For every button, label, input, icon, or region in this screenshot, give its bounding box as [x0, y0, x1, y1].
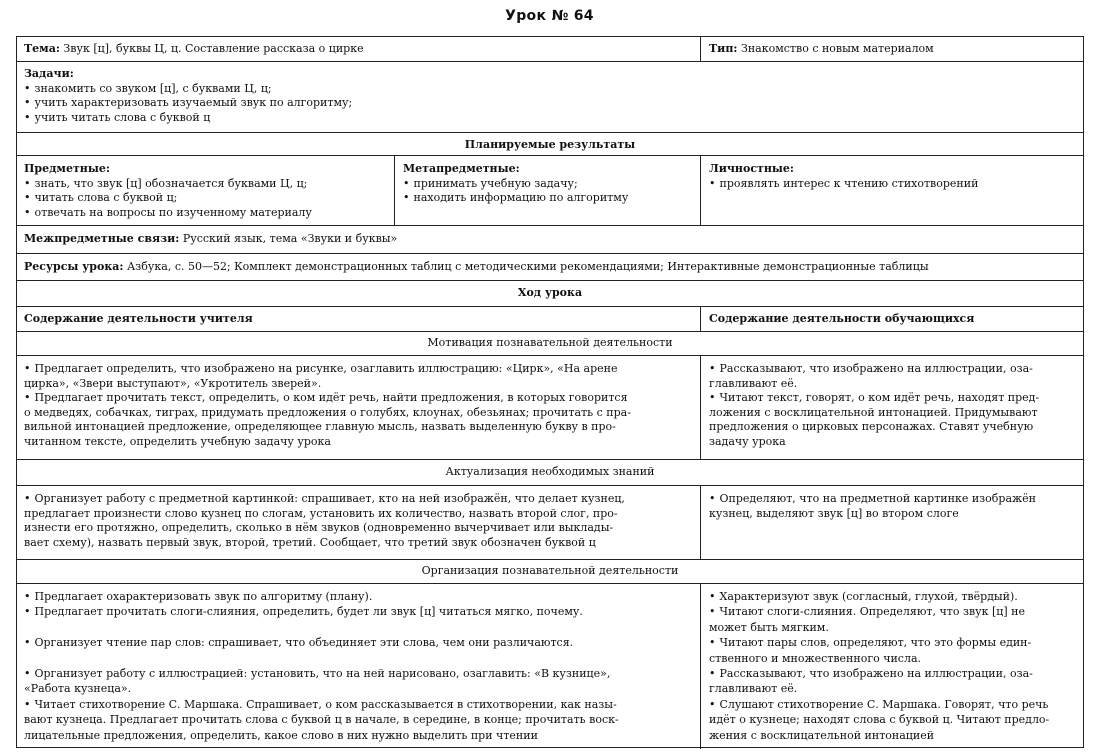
mezh-cell	[24, 232, 397, 247]
col-teacher-header: Содержание деятельности учителя	[24, 312, 253, 325]
divider	[394, 155, 395, 225]
metapredmet-cell	[403, 162, 628, 206]
teacher-activities-motivation	[24, 362, 631, 450]
list-item: изнести его протяжно, определить, сколько в нём звуков (одновременно вычерчивает или выклады-	[24, 521, 614, 535]
resursy-text: Азбука, с. 50—52; Комплект демонстрационных таблиц с методическими рекомендациями; Интерактивные демонстрационные таблицы	[123, 260, 929, 273]
list-item: • находить информацию по алгоритму	[403, 191, 628, 206]
divider	[17, 306, 1083, 307]
divider	[700, 37, 701, 61]
list-item: • Рассказывают, что изображено на иллюстрации, оза-	[709, 362, 1039, 377]
mezh-text: Русский язык, тема «Звуки и буквы»	[179, 232, 398, 245]
list-item: предлагает произнести слово кузнец по слогам, установить их количество, назвать второй слог, про-	[24, 506, 618, 520]
divider	[17, 459, 1083, 460]
list-item: задачу урока	[709, 434, 786, 448]
divider	[17, 355, 1083, 356]
hod-heading: Ход урока	[517, 286, 583, 299]
tema-text: Звук [ц], буквы Ц, ц. Составление рассказа о цирке	[59, 42, 364, 55]
list-item: • Характеризуют звук (согласный, глухой, твёрдый).	[709, 589, 1049, 604]
divider	[17, 280, 1083, 281]
list-item: вают кузнеца. Предлагает прочитать слова с буквой ц в начале, в середине, в конце; прочитать воск-	[24, 713, 619, 727]
divider	[17, 155, 1083, 156]
zadachi-cell	[24, 67, 352, 125]
tema-cell	[24, 42, 364, 57]
plan-heading: Планируемые результаты	[464, 138, 636, 151]
list-item: • Рассказывают, что изображено на иллюстрации, оза-	[709, 666, 1049, 681]
divider	[17, 559, 1083, 560]
divider	[17, 61, 1083, 62]
list-item: вает схему), назвать первый звук, второй, третий. Сообщает, что третий звук обозначен буквой ц	[24, 535, 596, 549]
list-item: идёт о кузнеце; находят слова с буквой ц. Читают предло-	[709, 713, 1050, 727]
list-item: • Слушают стихотворение С. Маршака. Говорят, что речь	[709, 697, 1049, 712]
list-item: • Читают текст, говорят, о ком идёт речь, находят пред-	[709, 391, 1039, 406]
divider	[700, 155, 701, 225]
teacher-activities-actualization	[24, 492, 625, 550]
list-item: • отвечать на вопросы по изученному материалу	[24, 206, 312, 221]
lichnost-cell	[709, 162, 978, 191]
tip-cell	[709, 42, 934, 57]
teacher-activities-organization	[24, 589, 619, 743]
divider	[700, 583, 701, 749]
divider	[17, 583, 1083, 584]
resursy-cell	[24, 260, 929, 275]
lichnost-label: Личностные:	[709, 162, 794, 175]
section-heading-actualization: Актуализация необходимых знаний	[445, 465, 655, 478]
lesson-title: Урок № 64	[505, 8, 594, 24]
list-item: • учить характеризовать изучаемый звук по алгоритму;	[24, 96, 352, 111]
student-activities-actualization	[709, 492, 1036, 521]
list-item: главливают её.	[709, 682, 798, 696]
section-heading-motivation: Мотивация познавательной деятельности	[427, 336, 673, 349]
col-students-header: Содержание деятельности обучающихся	[709, 312, 975, 325]
student-activities-motivation	[709, 362, 1039, 450]
list-item: • Читают пары слов, определяют, что это формы един-	[709, 635, 1049, 650]
list-item: главливают её.	[709, 376, 798, 390]
list-item: ложения с восклицательной интонацией. Придумывают	[709, 405, 1038, 419]
list-item: • Читает стихотворение С. Маршака. Спрашивает, о ком рассказывается в стихотворении, как назы-	[24, 697, 619, 712]
list-item: может быть мягким.	[709, 620, 829, 634]
list-item	[24, 651, 619, 666]
list-item: цирка», «Звери выступают», «Укротитель зверей».	[24, 376, 322, 390]
lesson-plan-table	[16, 36, 1084, 748]
list-item: кузнец, выделяют звук [ц] во втором слоге	[709, 506, 959, 520]
list-item: • Организует работу с иллюстрацией: установить, что на ней нарисовано, озаглавить: «В кузнице»,	[24, 666, 619, 681]
divider	[17, 253, 1083, 254]
list-item: • Предлагает охарактеризовать звук по алгоритму (плану).	[24, 589, 619, 604]
list-item: • принимать учебную задачу;	[403, 177, 628, 192]
list-item: • Организует чтение пар слов: спрашивает, что объединяет эти слова, чем они различаются.	[24, 635, 619, 650]
list-item: • знать, что звук [ц] обозначается буквами Ц, ц;	[24, 177, 312, 192]
divider	[17, 331, 1083, 332]
list-item: • проявлять интерес к чтению стихотворений	[709, 177, 978, 192]
list-item: о медведях, собачках, тиграх, придумать предложения о голубях, клоунах, обезьянах; прочитать с пра-	[24, 405, 631, 419]
divider	[700, 355, 701, 459]
list-item: вильной интонацией предложение, определяющее главную мысль, назвать выделенную букву в про-	[24, 420, 616, 434]
list-item: ственного и множественного числа.	[709, 651, 922, 665]
list-item: • учить читать слова с буквой ц	[24, 111, 352, 126]
list-item: «Работа кузнеца».	[24, 682, 132, 696]
list-item: жения с восклицательной интонацией	[709, 728, 935, 742]
predmet-cell	[24, 162, 312, 220]
divider	[17, 485, 1083, 486]
list-item: • Предлагает прочитать слоги-слияния, определить, будет ли звук [ц] читаться мягко, почему.	[24, 604, 619, 619]
tip-text: Знакомство с новым материалом	[737, 42, 934, 55]
list-item: • Определяют, что на предметной картинке изображён	[709, 492, 1036, 507]
divider	[17, 132, 1083, 133]
zadachi-label: Задачи:	[24, 67, 74, 80]
resursy-label: Ресурсы урока:	[24, 260, 124, 273]
divider	[17, 225, 1083, 226]
divider	[700, 485, 701, 559]
section-heading-organization: Организация познавательной деятельности	[421, 564, 679, 577]
tip-label: Тип:	[709, 42, 738, 55]
list-item: • Читают слоги-слияния. Определяют, что звук [ц] не	[709, 604, 1049, 619]
mezh-label: Межпредметные связи:	[24, 232, 180, 245]
list-item: • читать слова с буквой ц;	[24, 191, 312, 206]
list-item: предложения о цирковых персонажах. Ставят учебную	[709, 420, 1034, 434]
list-item: • Организует работу с предметной картинкой: спрашивает, кто на ней изображён, что делает кузнец,	[24, 492, 625, 507]
list-item: лицательные предложения, определить, какое слово в них нужно выделить при чтении	[24, 728, 538, 742]
metapredmet-label: Метапредметные:	[403, 162, 520, 175]
student-activities-organization	[709, 589, 1049, 743]
list-item	[24, 620, 619, 635]
divider	[700, 306, 701, 331]
list-item: • Предлагает прочитать текст, определить, о ком идёт речь, найти предложения, в которых говорится	[24, 391, 631, 406]
tema-label: Тема:	[24, 42, 60, 55]
list-item: • знакомить со звуком [ц], с буквами Ц, ц;	[24, 82, 352, 97]
list-item: • Предлагает определить, что изображено на рисунке, озаглавить иллюстрацию: «Цирк», «На арене	[24, 362, 631, 377]
list-item: читанном тексте, определить учебную задачу урока	[24, 434, 331, 448]
predmet-label: Предметные:	[24, 162, 110, 175]
